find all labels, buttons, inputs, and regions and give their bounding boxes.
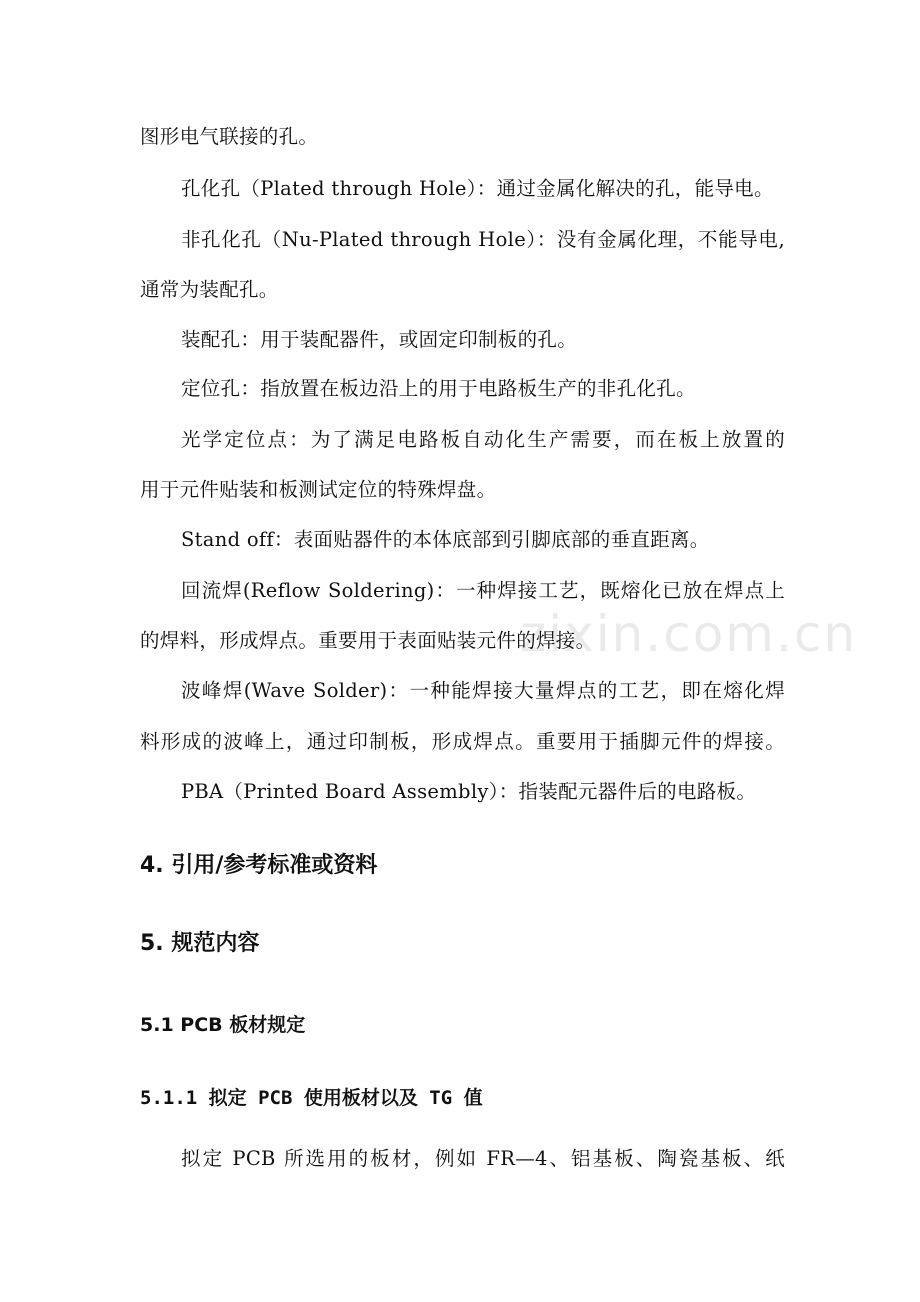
subsection-heading-5-1-1: 5.1.1 拟定 PCB 使用板材以及 TG 值 [140,1087,483,1109]
watermark-text: zixin.com.cn [520,605,858,663]
paragraph-line: 装配孔：用于装配器件，或固定印制板的孔。 [181,328,578,351]
paragraph-line: 非孔化孔（Nu-Plated through Hole）：没有金属化理，不能导电, [181,228,785,251]
paragraph-line: 拟定 PCB 所选用的板材，例如 FR—4、铝基板、陶瓷基板、纸 [181,1147,785,1170]
paragraph-line: 通常为装配孔。 [140,278,279,301]
paragraph-line: 波峰焊(Wave Solder)：一种能焊接大量焊点的工艺，即在熔化焊 [181,679,785,702]
paragraph-line: 回流焊(Reflow Soldering)：一种焊接工艺，既熔化已放在焊点上 [181,579,785,602]
paragraph-line: 料形成的波峰上，通过印制板，形成焊点。重要用于插脚元件的焊接。 [140,730,785,753]
paragraph-line: 的焊料，形成焊点。重要用于表面贴装元件的焊接。 [140,629,596,652]
section-heading-5: 5. 规范内容 [140,931,260,956]
paragraph-line: 定位孔：指放置在板边沿上的用于电路板生产的非孔化孔。 [181,377,696,400]
paragraph-line: 用于元件贴装和板测试定位的特殊焊盘。 [140,478,497,501]
paragraph-line: 图形电气联接的孔。 [140,125,319,148]
section-heading-4: 4. 引用/参考标准或资料 [140,853,378,878]
paragraph-line: 孔化孔（Plated through Hole）：通过金属化解决的孔，能导电。 [181,177,774,200]
paragraph-line: Stand off：表面贴器件的本体底部到引脚底部的垂直距离。 [181,528,710,551]
subsection-heading-5-1: 5.1 PCB 板材规定 [140,1014,306,1036]
paragraph-line: 光学定位点：为了满足电路板自动化生产需要，而在板上放置的 [181,428,785,451]
paragraph-line: PBA（Printed Board Assembly）：指装配元器件后的电路板。 [181,780,757,803]
